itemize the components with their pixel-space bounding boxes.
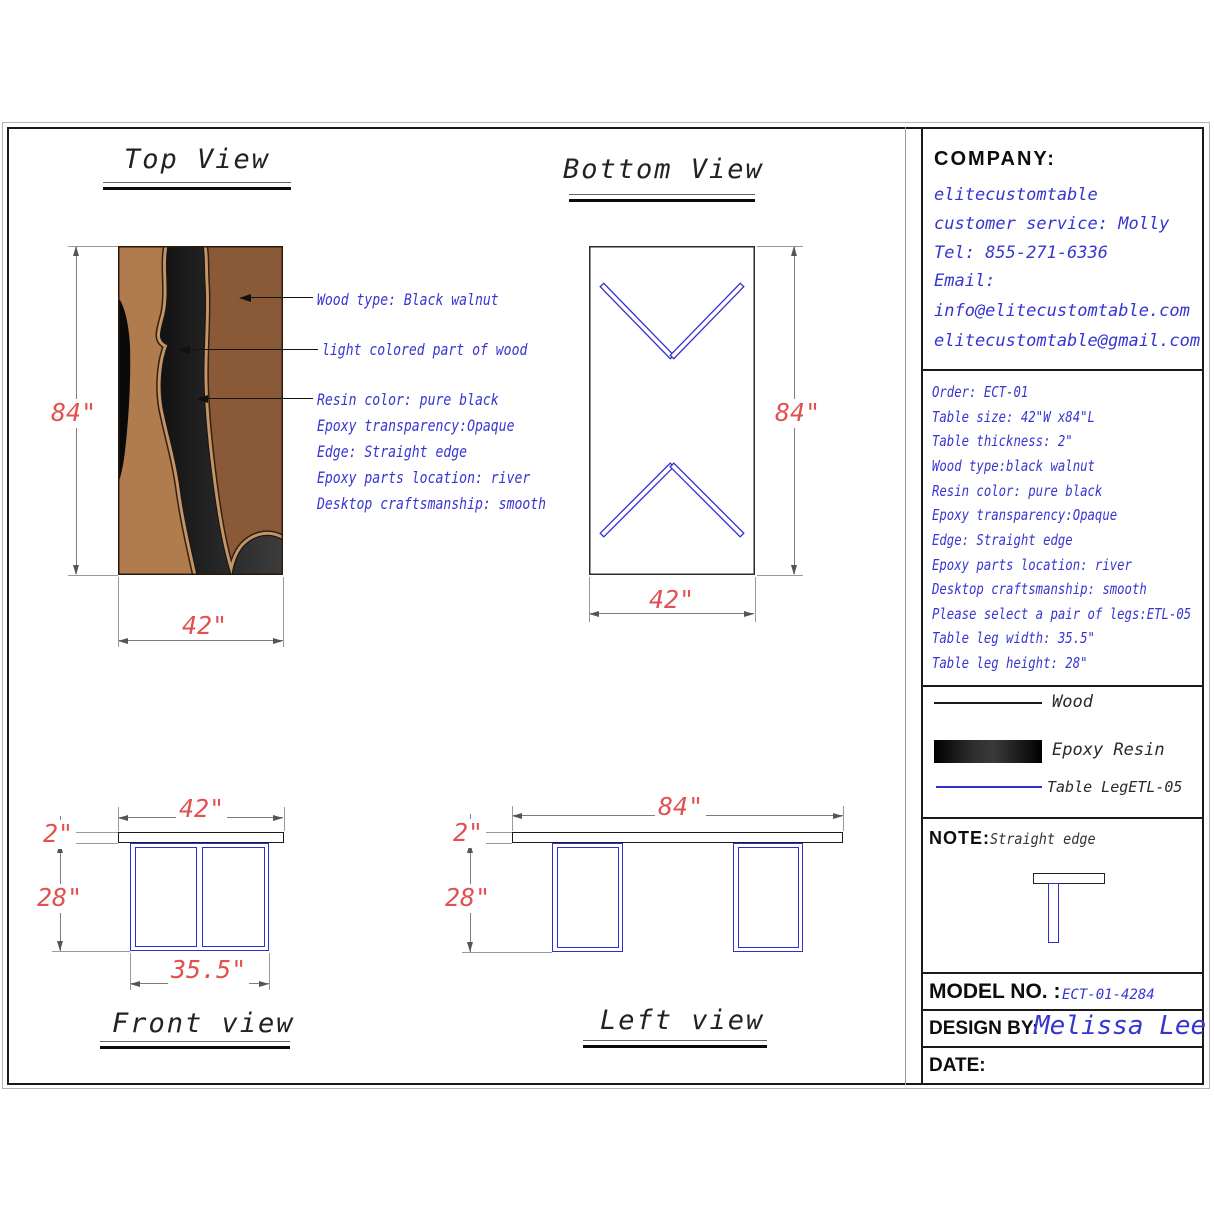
legend-wood-line — [934, 702, 1042, 704]
company-line: info@elitecustomtable.com — [934, 301, 1190, 321]
design-by-value: Melissa Lee — [1034, 1011, 1207, 1041]
title-block-line — [921, 369, 1204, 371]
dimension-arrow — [791, 246, 797, 256]
order-line: Please select a pair of legs:ETL-05 — [932, 605, 1192, 623]
dimension-label: 42" — [182, 611, 228, 640]
extension-line — [512, 806, 513, 831]
dimension-label: 84" — [772, 399, 823, 428]
front-view-title-underline — [100, 1041, 290, 1049]
order-line: Desktop craftsmanship: smooth — [932, 580, 1147, 598]
order-line: Table thickness: 2" — [932, 432, 1073, 450]
annotation-spec: Desktop craftsmanship: smooth — [317, 494, 547, 513]
title-block-line — [921, 685, 1204, 687]
bottom-view-figure — [589, 246, 755, 575]
company-line: elitecustomtable@gmail.com — [934, 331, 1201, 351]
leader-line — [190, 349, 318, 350]
order-line: Table size: 42"W x84"L — [932, 408, 1095, 426]
legend-epoxy-swatch — [934, 740, 1042, 763]
left-view-title-underline — [583, 1040, 767, 1048]
note-heading: NOTE: — [929, 828, 990, 848]
model-no-value: ECT-01-4284 — [1062, 987, 1155, 1003]
dimension-arrow — [73, 565, 79, 575]
order-line: Epoxy parts location: river — [932, 556, 1132, 574]
table-leg-panel — [557, 847, 619, 948]
dimension-arrow — [467, 942, 473, 952]
dimension-arrow — [118, 815, 128, 821]
title-block-line — [921, 972, 1204, 974]
dimension-arrow — [118, 638, 128, 644]
dimension-arrow — [744, 611, 754, 617]
note-edge-diagram-top — [1033, 873, 1105, 884]
extension-line — [52, 951, 130, 952]
annotation-spec: Epoxy transparency:Opaque — [317, 416, 515, 435]
order-line: Resin color: pure black — [932, 482, 1103, 500]
order-line: Table leg height: 28" — [932, 654, 1088, 672]
company-line: Email: — [934, 271, 996, 291]
extension-line — [755, 577, 756, 622]
dimension-arrow — [259, 981, 269, 987]
company-line: customer service: Molly — [934, 214, 1170, 234]
bottom-view-title: Bottom View — [563, 154, 764, 185]
top-view-title: Top View — [124, 144, 271, 175]
annotation-light-wood: light colored part of wood — [322, 340, 528, 359]
dimension-arrow — [589, 611, 599, 617]
design-by-label: DESIGN BY: — [929, 1018, 1039, 1039]
left-view-title: Left view — [600, 1005, 765, 1036]
annotation-spec: Epoxy parts location: river — [317, 468, 531, 487]
tabletop-left — [512, 832, 843, 843]
company-line: elitecustomtable — [934, 185, 1098, 205]
dimension-label: 35.5" — [168, 956, 249, 985]
extension-line — [118, 577, 119, 647]
order-line: Table leg width: 35.5" — [932, 629, 1095, 647]
dimension-arrow — [512, 813, 522, 819]
extension-line — [284, 807, 285, 831]
table-leg-panel — [202, 847, 265, 947]
title-block-line — [921, 817, 1204, 819]
dimension-label: 42" — [176, 795, 227, 824]
top-view-figure — [118, 246, 283, 575]
legend-leg-line — [936, 786, 1042, 788]
order-line: Epoxy transparency:Opaque — [932, 506, 1118, 524]
legend-wood-label: Wood — [1052, 692, 1093, 712]
bottom-view-title-underline — [569, 194, 755, 202]
legend-epoxy-label: Epoxy Resin — [1052, 740, 1165, 760]
extension-line — [843, 806, 844, 831]
dimension-label: 2" — [450, 819, 486, 848]
dimension-label: 84" — [48, 399, 99, 428]
tabletop-front — [118, 832, 284, 843]
leader-arrow — [239, 294, 251, 302]
dimension-arrow — [273, 638, 283, 644]
note-value: Straight edge — [990, 830, 1096, 848]
note-edge-diagram-stem — [1048, 883, 1059, 943]
dimension-arrow — [57, 941, 63, 951]
extension-line — [462, 952, 552, 953]
dimension-label: 28" — [34, 884, 85, 913]
order-line: Edge: Straight edge — [932, 531, 1073, 549]
dimension-arrow — [833, 813, 843, 819]
company-heading: COMPANY: — [934, 148, 1056, 170]
margin-line — [905, 127, 906, 1085]
annotation-spec: Resin color: pure black — [317, 390, 499, 409]
annotation-spec: Edge: Straight edge — [317, 442, 468, 461]
dimension-label: 42" — [649, 585, 695, 614]
dimension-arrow — [73, 246, 79, 256]
model-no-label: MODEL NO. : — [929, 980, 1061, 1003]
title-block-divider — [921, 127, 923, 1085]
leader-line — [251, 297, 313, 298]
dimension-label: 28" — [442, 884, 493, 913]
top-view-title-underline — [103, 182, 291, 190]
dimension-label: 2" — [40, 820, 76, 849]
dimension-arrow — [273, 815, 283, 821]
table-leg-panel — [738, 847, 799, 948]
legend-leg-label: Table LegETL-05 — [1047, 778, 1183, 796]
dimension-label: 84" — [655, 793, 706, 822]
order-line: Order: ECT-01 — [932, 383, 1029, 401]
table-leg-panel — [135, 847, 197, 947]
dimension-arrow — [130, 981, 140, 987]
annotation-wood-type: Wood type: Black walnut — [317, 290, 499, 309]
order-line: Wood type:black walnut — [932, 457, 1095, 475]
extension-line — [283, 577, 284, 647]
front-view-title: Front view — [112, 1008, 295, 1039]
date-label: DATE: — [929, 1055, 986, 1076]
dimension-arrow — [791, 565, 797, 575]
leader-line — [208, 398, 313, 399]
leader-arrow — [196, 395, 208, 403]
company-line: Tel: 855-271-6336 — [934, 243, 1108, 263]
leader-arrow — [178, 346, 190, 354]
title-block-line — [921, 1046, 1204, 1048]
